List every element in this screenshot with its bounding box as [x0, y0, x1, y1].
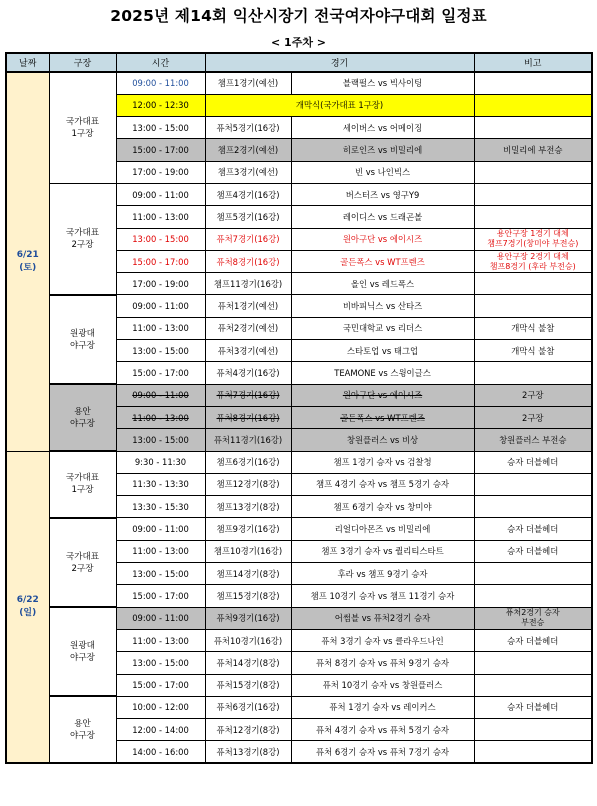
note-cell [474, 72, 592, 94]
note-cell [474, 585, 592, 607]
note-cell [474, 741, 592, 763]
match-cell: 퓨처 10경기 승자 vs 창원플러스 [291, 674, 474, 696]
time-cell: 11:30 - 13:30 [116, 473, 205, 495]
round-cell: 퓨처11경기(16강) [205, 429, 291, 451]
table-row [6, 607, 592, 629]
page-title: 2025년 제14회 익산시장기 전국여자야구대회 일정표 [110, 7, 487, 25]
note-cell [474, 183, 592, 205]
note-cell: 승자 더블헤더 [474, 696, 592, 718]
venue-cell: 용안 야구장 [49, 696, 116, 763]
table-row [6, 696, 592, 718]
time-cell: 17:00 - 19:00 [116, 273, 205, 295]
match-cell: 퓨처 3경기 승자 vs 클라우드나인 [291, 629, 474, 651]
time-cell: 11:00 - 13:00 [116, 629, 205, 651]
note-cell [474, 94, 592, 116]
note-cell [474, 496, 592, 518]
match-cell: 골든폭스 vs WT프렌즈 [291, 406, 474, 428]
time-cell: 15:00 - 17:00 [116, 362, 205, 384]
note-cell: 용안구장 2경기 대체 챔프8경기 (후라 부전승) [474, 250, 592, 272]
time-cell: 13:00 - 15:00 [116, 228, 205, 250]
time-cell: 15:00 - 17:00 [116, 674, 205, 696]
match-cell: 원아구단 vs 에이시즈 [291, 384, 474, 406]
match-cell: 챔프 3경기 승자 vs 퀄리티스타트 [291, 540, 474, 562]
round-cell: 챔프1경기(예선) [205, 72, 291, 94]
header-date: 날짜 [6, 53, 49, 72]
schedule-table [5, 52, 593, 764]
time-cell: 09:00 - 11:00 [116, 518, 205, 540]
table-row [6, 295, 592, 317]
match-cell: 골든폭스 vs WT프렌즈 [291, 250, 474, 272]
match-cell: 블랙펄스 vs 빅사이팅 [291, 72, 474, 94]
round-cell: 퓨처7경기(16강) [205, 384, 291, 406]
time-cell: 13:00 - 15:00 [116, 652, 205, 674]
time-cell: 12:00 - 12:30 [116, 94, 205, 116]
note-cell: 승자 더블헤더 [474, 540, 592, 562]
match-cell: 퓨처 6경기 승자 vs 퓨처 7경기 승자 [291, 741, 474, 763]
round-cell: 퓨처12경기(8강) [205, 719, 291, 741]
time-cell: 13:30 - 15:30 [116, 496, 205, 518]
round-cell: 퓨처1경기(예선) [205, 295, 291, 317]
match-cell: 올인 vs 레드폭스 [291, 273, 474, 295]
round-cell: 퓨처13경기(8강) [205, 741, 291, 763]
match-cell: 국민대학교 vs 리더스 [291, 317, 474, 339]
time-cell: 11:00 - 13:00 [116, 406, 205, 428]
time-cell: 09:00 - 11:00 [116, 295, 205, 317]
time-cell: 13:00 - 15:00 [116, 429, 205, 451]
round-cell: 퓨처8경기(16강) [205, 406, 291, 428]
note-cell: 승자 더블헤더 [474, 451, 592, 473]
header-game: 경기 [205, 53, 474, 72]
note-cell: 퓨처2경기 승자 부전승 [474, 607, 592, 629]
round-cell: 챔프6경기(16강) [205, 451, 291, 473]
date-cell-6-21 [6, 72, 49, 451]
note-cell [474, 273, 592, 295]
table-row [6, 384, 592, 406]
venue-cell: 국가대표 2구장 [49, 183, 116, 294]
note-cell [474, 719, 592, 741]
round-cell: 챔프10경기(16강) [205, 540, 291, 562]
round-cell: 챔프4경기(16강) [205, 183, 291, 205]
round-cell: 퓨처4경기(16강) [205, 362, 291, 384]
round-cell: 퓨처8경기(16강) [205, 250, 291, 272]
note-cell: 개막식 불참 [474, 317, 592, 339]
note-cell: 개막식 불참 [474, 340, 592, 362]
table-row [6, 518, 592, 540]
round-cell: 챔프9경기(16강) [205, 518, 291, 540]
header-venue: 구장 [49, 53, 116, 72]
venue-cell: 국가대표 2구장 [49, 518, 116, 607]
date-cell-6-22 [6, 451, 49, 763]
match-cell: 빈 vs 나인빅스 [291, 161, 474, 183]
match-cell: 퓨처 1경기 승자 vs 레이커스 [291, 696, 474, 718]
time-cell: 15:00 - 17:00 [116, 139, 205, 161]
match-cell: 후라 vs 챔프 9경기 승자 [291, 563, 474, 585]
time-cell: 09:00 - 11:00 [116, 384, 205, 406]
table-row [6, 451, 592, 473]
time-cell: 11:00 - 13:00 [116, 206, 205, 228]
note-cell [474, 295, 592, 317]
match-cell: 레이디스 vs 드래곤볼 [291, 206, 474, 228]
time-cell: 14:00 - 16:00 [116, 741, 205, 763]
match-cell: 챔프 10경기 승자 vs 챔프 11경기 승자 [291, 585, 474, 607]
week-label: < 1주차 > [271, 36, 326, 49]
note-cell [474, 362, 592, 384]
time-cell: 17:00 - 19:00 [116, 161, 205, 183]
match-cell: 리얼디아몬즈 vs 비밀리에 [291, 518, 474, 540]
note-cell: 비밀리에 부전승 [474, 139, 592, 161]
note-cell: 승자 더블헤더 [474, 629, 592, 651]
round-cell: 챔프13경기(8강) [205, 496, 291, 518]
round-cell: 챔프15경기(8강) [205, 585, 291, 607]
match-cell: 퓨처 4경기 승자 vs 퓨처 5경기 승자 [291, 719, 474, 741]
round-cell: 퓨처15경기(8강) [205, 674, 291, 696]
match-cell: 퓨처 8경기 승자 vs 퓨처 9경기 승자 [291, 652, 474, 674]
time-cell: 13:00 - 15:00 [116, 117, 205, 139]
match-cell: 원아구단 vs 에이시즈 [291, 228, 474, 250]
note-cell [474, 674, 592, 696]
note-cell: 용안구장 1경기 대체 챔프7경기(창미야 부전승) [474, 228, 592, 250]
time-cell: 11:00 - 13:00 [116, 540, 205, 562]
round-cell: 챔프2경기(예선) [205, 139, 291, 161]
round-cell: 퓨처5경기(16강) [205, 117, 291, 139]
time-cell: 09:00 - 11:00 [116, 607, 205, 629]
time-cell: 13:00 - 15:00 [116, 340, 205, 362]
venue-cell: 용안 야구장 [49, 384, 116, 451]
time-cell: 15:00 - 17:00 [116, 250, 205, 272]
round-cell: 퓨처9경기(16강) [205, 607, 291, 629]
note-cell: 승자 더블헤더 [474, 518, 592, 540]
time-cell: 09:00 - 11:00 [116, 72, 205, 94]
note-cell: 2구장 [474, 384, 592, 406]
time-cell: 10:00 - 12:00 [116, 696, 205, 718]
header-note: 비고 [474, 53, 592, 72]
match-cell: 챔프 6경기 승자 vs 창미야 [291, 496, 474, 518]
round-cell: 퓨처10경기(16강) [205, 629, 291, 651]
venue-cell: 국가대표 1구장 [49, 72, 116, 183]
note-cell [474, 473, 592, 495]
match-cell: 어썸블 vs 퓨처2경기 승자 [291, 607, 474, 629]
round-cell: 퓨처14경기(8강) [205, 652, 291, 674]
round-cell: 챔프5경기(16강) [205, 206, 291, 228]
round-cell: 퓨처2경기(예선) [205, 317, 291, 339]
round-cell: 챔프11경기(16강) [205, 273, 291, 295]
match-cell: 세이버스 vs 어메이징 [291, 117, 474, 139]
header-time: 시간 [116, 53, 205, 72]
round-cell: 퓨처7경기(16강) [205, 228, 291, 250]
table-row [6, 183, 592, 205]
note-cell [474, 161, 592, 183]
match-cell: TEAMONE vs 스윙이글스 [291, 362, 474, 384]
match-cell: 비바피닉스 vs 산타즈 [291, 295, 474, 317]
match-cell: 챔프 4경기 승자 vs 챔프 5경기 승자 [291, 473, 474, 495]
time-cell: 15:00 - 17:00 [116, 585, 205, 607]
note-cell [474, 652, 592, 674]
header-row [6, 53, 592, 72]
note-cell [474, 117, 592, 139]
time-cell: 11:00 - 13:00 [116, 317, 205, 339]
match-cell: 창원플러스 vs 비상 [291, 429, 474, 451]
match-cell: 챔프 1경기 승자 vs 검찰청 [291, 451, 474, 473]
ceremony-cell: 개막식(국가대표 1구장) [205, 94, 474, 116]
round-cell: 챔프12경기(8강) [205, 473, 291, 495]
note-cell: 2구장 [474, 406, 592, 428]
time-cell: 13:00 - 15:00 [116, 563, 205, 585]
time-cell: 12:00 - 14:00 [116, 719, 205, 741]
venue-cell: 원광대 야구장 [49, 295, 116, 384]
time-cell: 09:00 - 11:00 [116, 183, 205, 205]
match-cell: 히로인즈 vs 비밀리에 [291, 139, 474, 161]
note-cell [474, 563, 592, 585]
note-cell: 창원플러스 부전승 [474, 429, 592, 451]
round-cell: 챔프14경기(8강) [205, 563, 291, 585]
note-cell [474, 206, 592, 228]
table-row [6, 72, 592, 94]
venue-cell: 국가대표 1구장 [49, 451, 116, 518]
weekday-label: (일) [19, 607, 37, 618]
weekday-label: (토) [19, 262, 37, 273]
round-cell: 퓨처3경기(예선) [205, 340, 291, 362]
match-cell: 스타토업 vs 태그업 [291, 340, 474, 362]
date-label: 6/21 [16, 249, 39, 260]
time-cell: 9:30 - 11:30 [116, 451, 205, 473]
date-label: 6/22 [16, 594, 39, 605]
round-cell: 챔프3경기(예선) [205, 161, 291, 183]
venue-cell: 원광대 야구장 [49, 607, 116, 696]
match-cell: 버스터즈 vs 영구Y9 [291, 183, 474, 205]
round-cell: 퓨처6경기(16강) [205, 696, 291, 718]
